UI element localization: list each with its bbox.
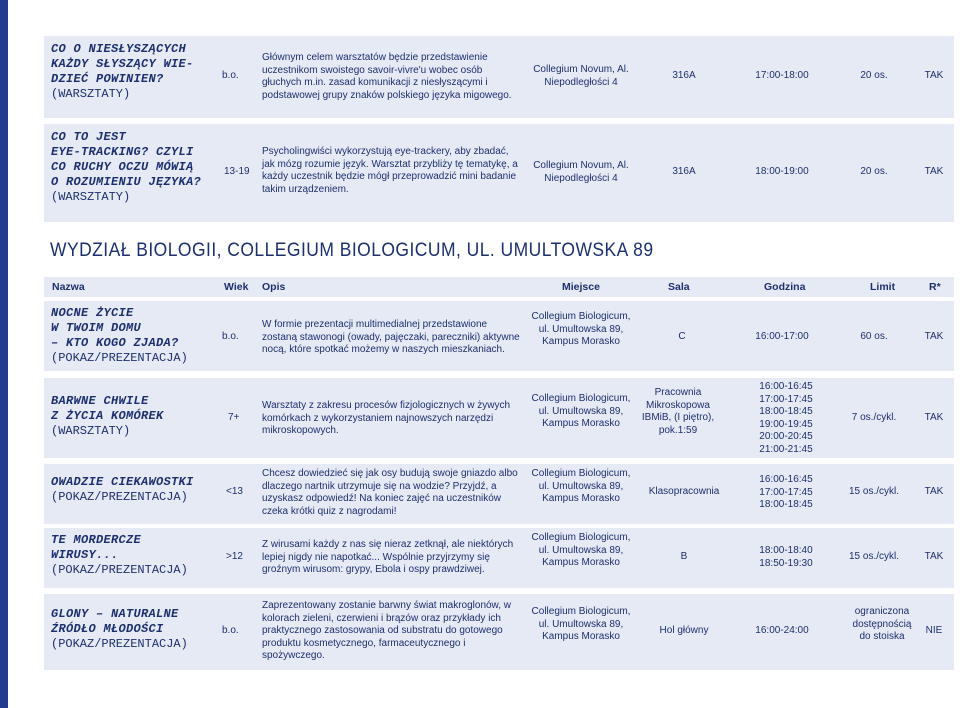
event-limit: 7 os./cykl. (851, 412, 897, 423)
event-age: b.o. (222, 625, 239, 636)
event-place: Collegium Novum, Al. Niepodległości 4 (533, 64, 629, 88)
event-time: 16:00-24:00 (755, 625, 809, 636)
left-edge-bar (0, 0, 8, 708)
table-row (44, 464, 954, 524)
section-title: WYDZIAŁ BIOLOGII, COLLEGIUM BIOLOGICUM, UL. UMULTOWSKA 89 (50, 240, 654, 261)
event-room: 316A (672, 166, 696, 177)
event-title: NOCNE ŻYCIE W TWOIM DOMU – KTO KOGO ZJADA? (POKAZ/PREZENTACJA) (51, 306, 188, 365)
event-place: Collegium Biologicum, ul. Umultowska 89, Kampus Morasko (531, 393, 631, 429)
event-room: B (680, 551, 688, 562)
header-desc: Opis (262, 281, 286, 293)
table-row (44, 378, 954, 458)
event-place: Collegium Biologicum, ul. Umultowska 89, Kampus Morasko (531, 532, 631, 568)
table-row (44, 528, 954, 588)
table-header (44, 277, 954, 297)
event-registration: TAK (924, 166, 944, 177)
header-time: Godzina (764, 281, 806, 293)
table-row (44, 124, 954, 222)
event-room: C (678, 331, 686, 342)
event-title: CO TO JEST EYE-TRACKING? CZYLI CO RUCHY OCZU MÓWIĄ O ROZUMIENIU JĘZYKA? (WARSZTATY) (51, 130, 202, 204)
event-limit: ograniczona dostępnością do stoiska (852, 606, 912, 642)
event-title: CO O NIESŁYSZĄCYCH KAŻDY SŁYSZĄCY WIE- DZIEĆ POWINIEN? (WARSZTATY) (51, 42, 194, 101)
event-time: 16:00-16:45 17:00-17:45 18:00-18:45 (759, 474, 813, 510)
event-age: <13 (226, 486, 243, 497)
event-description: Głównym celem warsztatów będzie przedstawienie uczestnikom swoistego savoir-vivre'u wobec osób głuchych m.in. zasad komunikacji z niesłyszącymi i podstawowej grupy znaków polskiego języka migowego. (262, 52, 512, 101)
event-room: Hol główny (659, 625, 709, 636)
event-title: TE MORDERCZE WIRUSY... (POKAZ/PREZENTACJA) (51, 533, 188, 577)
event-age: 13-19 (224, 166, 250, 177)
event-room: Pracownia Mikroskopowa IBMiB, (I piętro), pok.1:59 (641, 387, 715, 436)
event-description: Chcesz dowiedzieć się jak osy budują swoje gniazdo albo dlaczego nartnik utrzymuje się na wodzie? Przyjdź, a uzyskasz odpowiedź! Na koniec zajęć na uczestników czeka krótki quiz z nagrodami! (262, 468, 518, 517)
event-registration: TAK (924, 486, 944, 497)
event-registration: TAK (924, 70, 944, 81)
table-row (44, 594, 954, 670)
event-title: BARWNE CHWILE Z ŻYCIA KOMÓREK (WARSZTATY) (51, 394, 164, 438)
event-place: Collegium Biologicum, ul. Umultowska 89, Kampus Morasko (531, 311, 631, 347)
event-title: GLONY – NATURALNE ŹRÓDŁO MŁODOŚCI (POKAZ/PREZENTACJA) (51, 607, 188, 651)
event-description: Warsztaty z zakresu procesów fizjologicznych w żywych komórkach z wykorzystaniem najnowszych narzędzi mikroskopowych. (262, 400, 511, 436)
header-r: R* (929, 281, 941, 293)
header-room: Sala (668, 281, 690, 293)
event-time: 18:00-18:40 18:50-19:30 (759, 545, 813, 569)
event-limit: 60 os. (860, 331, 888, 342)
event-place: Collegium Biologicum, ul. Umultowska 89, Kampus Morasko (531, 606, 631, 642)
event-place: Collegium Novum, Al. Niepodległości 4 (533, 160, 629, 184)
header-limit: Limit (870, 281, 896, 293)
event-registration: TAK (924, 331, 944, 342)
event-registration: TAK (924, 412, 944, 423)
header-name: Nazwa (52, 281, 85, 293)
event-age: b.o. (222, 70, 239, 81)
event-description: W formie prezentacji multimedialnej przedstawione zostaną stawonogi (owady, pajęczaki, pareczniki) aktywne nocą, które spotkać możemy w naszych mieszkaniach. (262, 319, 520, 355)
event-limit: 15 os./cykl. (848, 551, 900, 562)
event-limit: 20 os. (860, 166, 888, 177)
event-time: 18:00-19:00 (755, 166, 809, 177)
header-place: Miejsce (562, 281, 600, 293)
event-limit: 15 os./cykl. (848, 486, 900, 497)
event-description: Zaprezentowany zostanie barwny świat makroglonów, w kolorach zieleni, czerwieni i brązów oraz przykłady ich praktycznego zastosowania od substratu do gotowego produktu kosmetycznego, farmaceutycznego i spożywczego. (262, 600, 512, 661)
event-description: Z wirusami każdy z nas się nieraz zetknął, ale niektórych lepiej nigdy nie napotkać... Wspólnie przyjrzymy się groźnym wirusom: grypy, Ebola i ospy prawdziwej. (262, 539, 514, 575)
event-time: 16:00-17:00 (755, 331, 809, 342)
table-row (44, 36, 954, 118)
event-place: Collegium Biologicum, ul. Umultowska 89, Kampus Morasko (531, 468, 631, 504)
event-age: 7+ (228, 412, 240, 423)
event-age: b.o. (222, 331, 239, 342)
event-age: >12 (226, 551, 243, 562)
event-registration: NIE (925, 625, 943, 636)
event-room: Klasopracownia (648, 486, 720, 497)
table-row (44, 301, 954, 371)
event-time: 17:00-18:00 (755, 70, 809, 81)
event-title: OWADZIE CIEKAWOSTKI (POKAZ/PREZENTACJA) (51, 475, 194, 504)
event-time: 16:00-16:45 17:00-17:45 18:00-18:45 19:00-19:45 20:00-20:45 21:00-21:45 (759, 381, 813, 455)
event-description: Psycholingwiści wykorzystują eye-trackery, aby zbadać, jak mózg rozumie język. Warsztat przybliży tę tematykę, a każdy uczestnik będzie mógł przeprowadzić mini badanie takim urządzeniem. (262, 146, 518, 195)
event-limit: 20 os. (860, 70, 888, 81)
header-age: Wiek (224, 281, 249, 293)
event-registration: TAK (924, 551, 944, 562)
event-room: 316A (672, 70, 696, 81)
